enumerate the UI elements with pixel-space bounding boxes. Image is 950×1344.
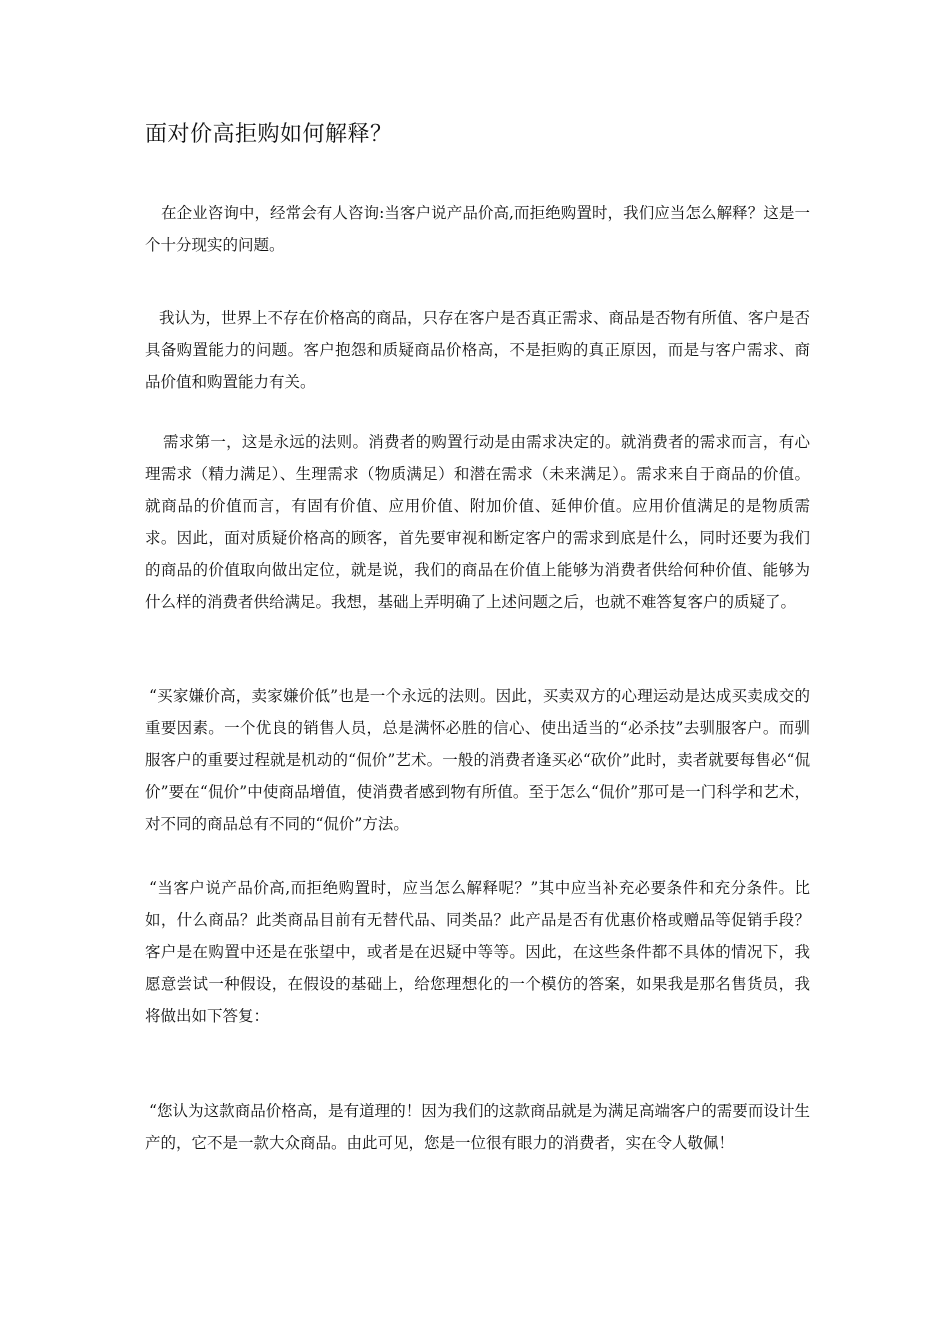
paragraph-demand: 需求第一，这是永远的法则。消费者的购置行动是由需求决定的。就消费者的需求而言，有心理需求（精力满足）、生理需求（物质满足）和潜在需求（未来满足）。需求来自于商品的价值。就商品的价值而言，有固有价值、应用价值、附加价值、延伸价值。应用价值满足的是物质需求。因此，面对质疑价格高的顾客，首先要审视和断定客户的需求到底是什么，同时还要为我们的商品的价值取向做出定位，就是说，我们的商品在价值上能够为消费者供给何种价值、能够为什么样的消费者供给满足。我想，基础上弄明确了上述问题之后，也就不难答复客户的质疑了。 [145, 433, 810, 611]
paragraph-sample-answer: “您认为这款商品价格高，是有道理的！因为我们的这款商品就是为满足高端客户的需要而设计生产的，它不是一款大众商品。由此可见，您是一位很有眼力的消费者，实在令人敬佩！ [145, 1102, 810, 1152]
document-title: 面对价高拒购如何解释？ [145, 122, 393, 147]
paragraph-opinion: 我认为，世界上不存在价格高的商品，只存在客户是否真正需求、商品是否物有所值、客户是否具备购置能力的问题。客户抱怨和质疑商品价格高，不是拒购的真正原因，而是与客户需求、商品价值和购置能力有关。 [145, 309, 811, 391]
paragraph-conditions: “当客户说产品价高,而拒绝购置时，应当怎么解释呢？”其中应当补充必要条件和充分条件。比如，什么商品？此类商品目前有无替代品、同类品？此产品是否有优惠价格或赠品等促销手段？客户是在购置中还是在张望中，或者是在迟疑中等等。因此，在这些条件都不具体的情况下，我愿意尝试一种假设，在假设的基础上，给您理想化的一个模仿的答案，如果我是那名售货员，我将做出如下答复： [145, 879, 810, 1025]
paragraph-bargaining: “买家嫌价高，卖家嫌价低”也是一个永远的法则。因此，买卖双方的心理运动是达成买卖成交的重要因素。一个优良的销售人员，总是满怀必胜的信心、使出适当的“必杀技”去驯服客户。而驯服客户的重要过程就是机动的“侃价”艺术。一般的消费者逢买必“砍价”此时，卖者就要每售必“侃价”要在“侃价”中使商品增值，使消费者感到物有所值。至于怎么“侃价”那可是一门科学和艺术，对不同的商品总有不同的“侃价”方法。 [145, 687, 810, 833]
paragraph-intro: 在企业咨询中，经常会有人咨询:当客户说产品价高,而拒绝购置时，我们应当怎么解释？这是一个十分现实的问题。 [145, 204, 810, 254]
